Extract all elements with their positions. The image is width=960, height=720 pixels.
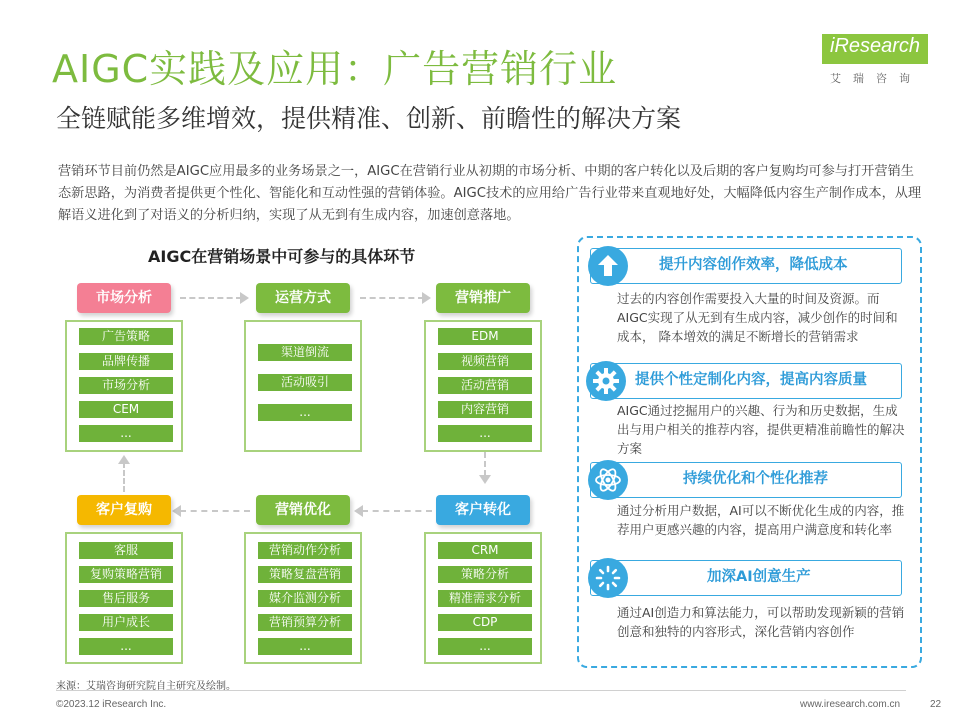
list-item: EDM bbox=[438, 328, 532, 345]
website-link[interactable]: www.iresearch.com.cn bbox=[800, 699, 901, 710]
list-item: 用户成长 bbox=[79, 614, 173, 631]
page-title: AIGC实践及应用：广告营销行业 bbox=[52, 47, 618, 91]
arrow-head-right bbox=[240, 292, 249, 304]
arrow-connector bbox=[362, 510, 432, 512]
list-item: 营销预算分析 bbox=[258, 614, 352, 631]
page-number: 22 bbox=[930, 699, 942, 710]
logo-text: iResearch bbox=[830, 35, 921, 57]
list-item: 策略复盘营销 bbox=[258, 566, 352, 583]
arrow-head-left bbox=[172, 505, 181, 517]
list-item: 市场分析 bbox=[79, 377, 173, 394]
list-item: 活动吸引 bbox=[258, 374, 352, 391]
benefit-heading bbox=[590, 462, 902, 498]
list-item: 营销动作分析 bbox=[258, 542, 352, 559]
list-item: ... bbox=[258, 404, 352, 421]
loading-icon bbox=[588, 558, 628, 598]
copyright: ©2023.12 iResearch Inc. bbox=[56, 699, 167, 710]
stage-panel-conversion bbox=[424, 532, 542, 664]
stage-panel-operations bbox=[244, 320, 362, 452]
up-arrow-icon bbox=[588, 246, 628, 286]
benefit-title: 提供个性定制化内容，提高内容质量 bbox=[635, 372, 867, 388]
arrow-head-right bbox=[422, 292, 431, 304]
arrow-head-up bbox=[118, 455, 130, 464]
list-item: 视频营销 bbox=[438, 353, 532, 370]
benefit-heading bbox=[590, 363, 902, 399]
list-item: 精准需求分析 bbox=[438, 590, 532, 607]
arrow-head-left bbox=[354, 505, 363, 517]
list-item: 媒介监测分析 bbox=[258, 590, 352, 607]
benefit-heading bbox=[590, 248, 902, 284]
list-item: 复购策略营销 bbox=[79, 566, 173, 583]
stage-tag-optimization: 营销优化 bbox=[256, 495, 350, 525]
arrow-head-down bbox=[479, 475, 491, 484]
stage-panel-optimization bbox=[244, 532, 362, 664]
iresearch-logo bbox=[822, 34, 928, 88]
benefit-title: 加深AI创意生产 bbox=[707, 569, 811, 585]
list-item: 品牌传播 bbox=[79, 353, 173, 370]
list-item: CEM bbox=[79, 401, 173, 418]
intro-paragraph: 营销环节目前仍然是AIGC应用最多的业务场景之一，AIGC在营销行业从初期的市场分析、中期的客户转化以及后期的客户复购均可参与打开营销生态新思路，为消费者提供更个性化、智能化和互动性强的营销体验。AIGC技术的应用给广告行业带来直观地好处，大幅降低内容生产制作成本，从理解语义进化到了对语义的分析归纳，实现了从无到有生成内容，加速创意落地。 bbox=[58, 164, 922, 223]
list-item: ... bbox=[438, 638, 532, 655]
list-item: CDP bbox=[438, 614, 532, 631]
arrow-connector bbox=[484, 452, 486, 476]
stage-panel-repurchase bbox=[65, 532, 183, 664]
list-item: 内容营销 bbox=[438, 401, 532, 418]
stage-tag-market-analysis: 市场分析 bbox=[77, 283, 171, 313]
stage-tag-operations: 运营方式 bbox=[256, 283, 350, 313]
list-item: 活动营销 bbox=[438, 377, 532, 394]
arrow-connector bbox=[360, 297, 424, 299]
list-item: 策略分析 bbox=[438, 566, 532, 583]
list-item: 渠道倒流 bbox=[258, 344, 352, 361]
list-item: 客服 bbox=[79, 542, 173, 559]
atom-icon bbox=[588, 460, 628, 500]
stage-tag-repurchase: 客户复购 bbox=[77, 495, 171, 525]
benefit-title: 提升内容创作效率，降低成本 bbox=[659, 257, 848, 273]
arrow-connector bbox=[180, 510, 250, 512]
stage-panel-promotion bbox=[424, 320, 542, 452]
stage-tag-promotion: 营销推广 bbox=[436, 283, 530, 313]
list-item: ... bbox=[79, 638, 173, 655]
stage-tag-conversion: 客户转化 bbox=[436, 495, 530, 525]
benefit-description: AIGC通过挖掘用户的兴趣、行为和历史数据，生成出与用户相关的推荐内容，提供更精准前瞻性的解决方案 bbox=[617, 403, 905, 456]
diagram-title: AIGC在营销场景中可参与的具体环节 bbox=[148, 247, 416, 266]
list-item: ... bbox=[438, 425, 532, 442]
benefit-description: 通过分析用户数据，AI可以不断优化生成的内容，推荐用户更感兴趣的内容，提高用户满意度和转化率 bbox=[617, 503, 905, 537]
list-item: ... bbox=[79, 425, 173, 442]
stage-panel-market-analysis bbox=[65, 320, 183, 452]
arrow-connector bbox=[180, 297, 242, 299]
benefit-description: 过去的内容创作需要投入大量的时间及资源。而AIGC实现了从无到有生成内容，减少创作的时间和成本， 降本增效的满足不断增长的营销需求 bbox=[617, 291, 898, 344]
gear-icon bbox=[586, 361, 626, 401]
source-note: 来源：艾瑞咨询研究院自主研究及绘制。 bbox=[56, 681, 236, 692]
logo-subtext: 艾瑞咨询 bbox=[830, 72, 922, 85]
footer-divider bbox=[56, 690, 906, 691]
list-item: 广告策略 bbox=[79, 328, 173, 345]
benefit-description: 通过AI创造力和算法能力，可以帮助发现新颖的营销创意和独特的内容形式，深化营销内容创作 bbox=[617, 605, 905, 639]
benefit-heading bbox=[590, 560, 902, 596]
page-subtitle: 全链赋能多维增效，提供精准、创新、前瞻性的解决方案 bbox=[56, 104, 682, 133]
benefit-title: 持续优化和个性化推荐 bbox=[683, 471, 828, 487]
list-item: ... bbox=[258, 638, 352, 655]
arrow-connector bbox=[123, 462, 125, 492]
list-item: 售后服务 bbox=[79, 590, 173, 607]
list-item: CRM bbox=[438, 542, 532, 559]
